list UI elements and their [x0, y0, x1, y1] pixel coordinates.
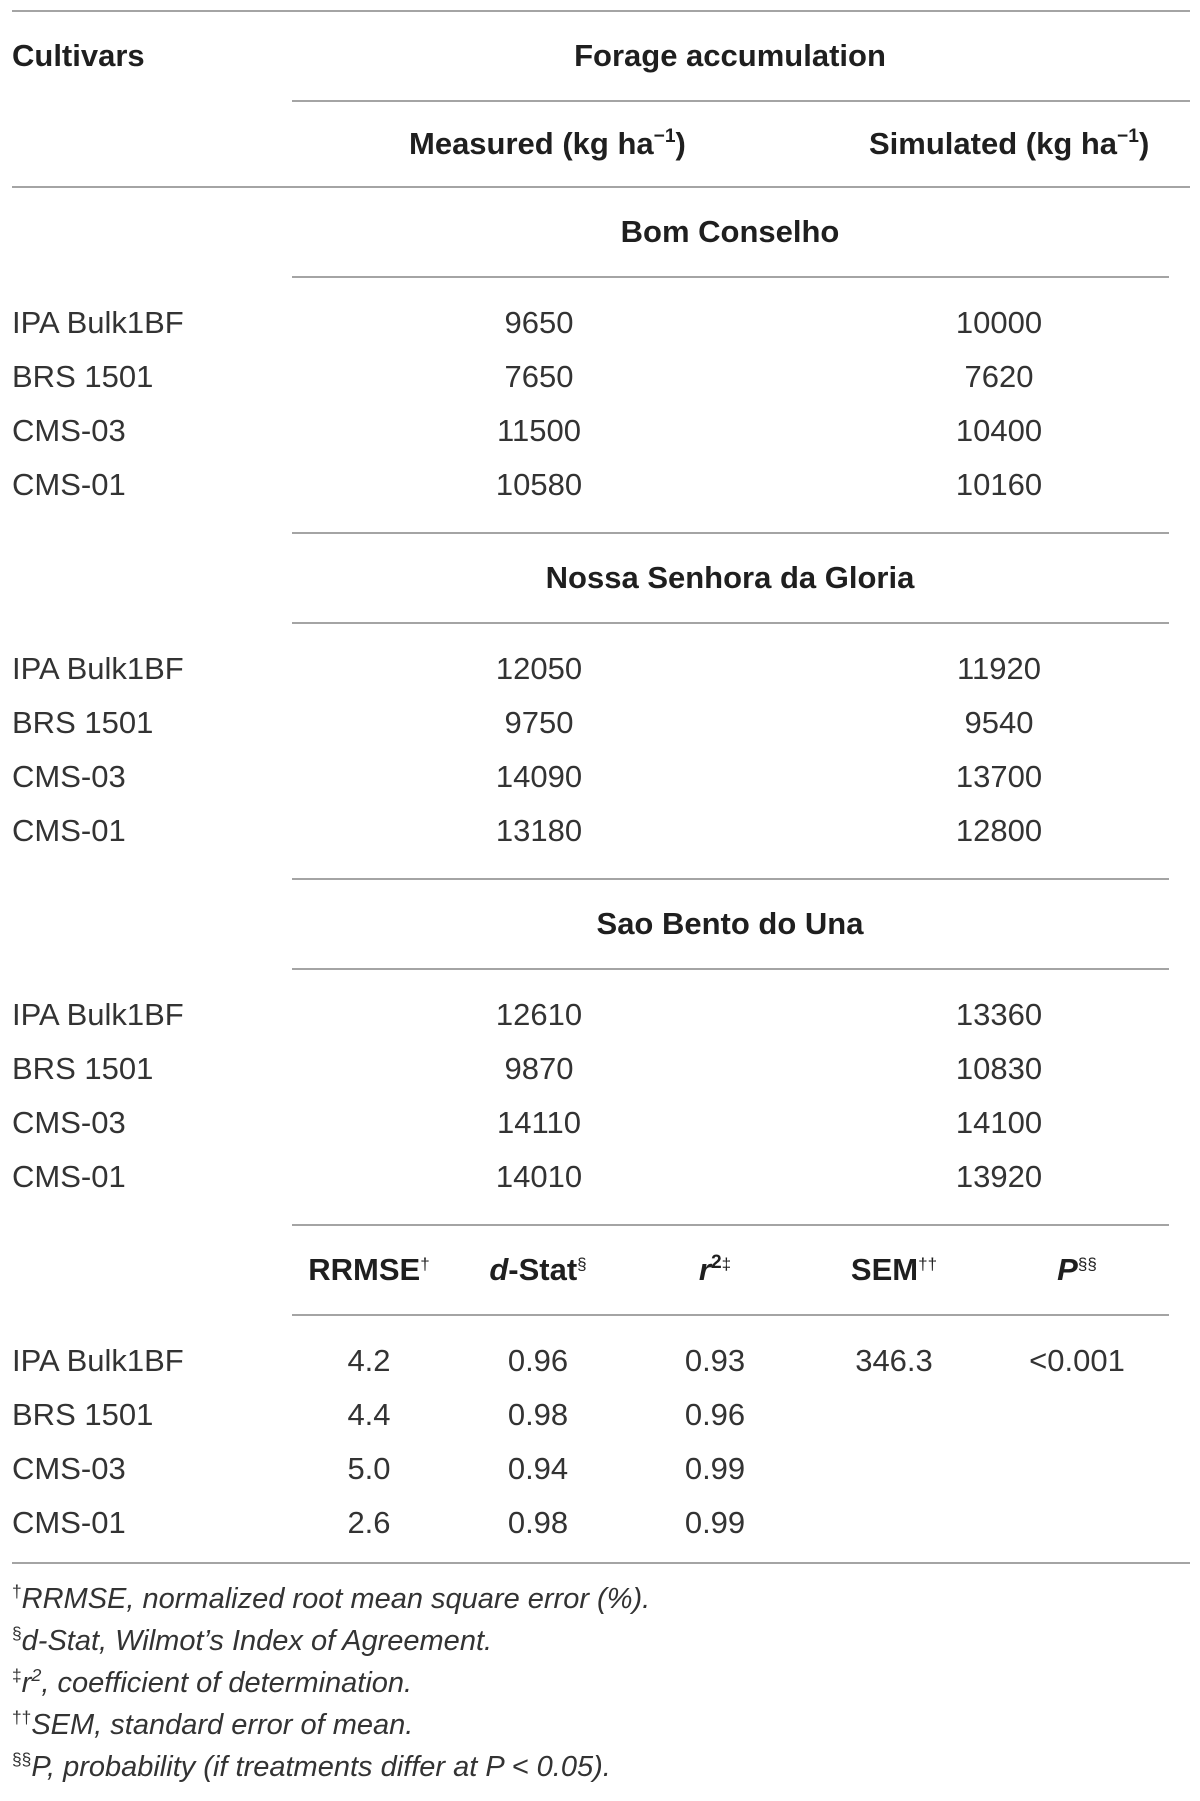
table-row [0, 750, 1200, 804]
sem-footnote-mark: †† [918, 1254, 938, 1274]
stats-row [0, 1388, 1200, 1442]
location-header-row [0, 188, 1200, 276]
location-section [0, 880, 1200, 1226]
location-name: Bom Conselho [620, 214, 840, 249]
cultivar-cell: CMS-01 [12, 1159, 126, 1194]
table-row [0, 458, 1200, 512]
location-name: Sao Bento do Una [596, 906, 864, 941]
location-rows [0, 624, 1200, 878]
r2-cell: 0.99 [684, 1451, 746, 1486]
rrmse-cell: 4.2 [347, 1343, 391, 1378]
d-stat-cell: 0.96 [507, 1343, 569, 1378]
simulated-cell: 10160 [955, 467, 1043, 502]
location-header-row [0, 880, 1200, 968]
table-row [0, 642, 1200, 696]
cultivar-cell: BRS 1501 [12, 359, 154, 394]
footnote-mark: †† [12, 1707, 32, 1728]
stats-row [0, 1442, 1200, 1496]
measured-cell: 13180 [495, 813, 583, 848]
cultivar-cell: CMS-03 [12, 1451, 126, 1486]
simulated-cell: 12800 [955, 813, 1043, 848]
stats-row [0, 1496, 1200, 1550]
measured-cell: 9650 [504, 305, 574, 340]
measured-cell: 12610 [495, 997, 583, 1032]
sem-cell: 346.3 [855, 1343, 933, 1378]
simulated-cell: 10400 [955, 413, 1043, 448]
units-header-row [0, 102, 1200, 186]
measured-label-tail: ) [675, 126, 686, 161]
cultivar-cell: CMS-01 [12, 1505, 126, 1540]
cultivar-cell: CMS-01 [12, 813, 126, 848]
cultivar-cell: BRS 1501 [12, 1397, 154, 1432]
cultivar-cell: IPA Bulk1BF [12, 305, 184, 340]
table-row [0, 1150, 1200, 1204]
table-header-row [0, 12, 1200, 100]
sem-label: SEM [850, 1252, 919, 1287]
d-stat-column-header [458, 1226, 618, 1314]
measured-cell: 9870 [504, 1051, 574, 1086]
p-footnote-mark: §§ [1077, 1254, 1097, 1274]
r2-cell: 0.99 [684, 1505, 746, 1540]
rrmse-cell: 4.4 [347, 1397, 391, 1432]
forage-accumulation-header: Forage accumulation [574, 38, 886, 73]
footnotes [0, 1564, 1200, 1788]
d-stat-label: -Stat [508, 1252, 578, 1287]
cultivar-cell: CMS-03 [12, 413, 126, 448]
measured-cell: 12050 [495, 651, 583, 686]
footnote-p [12, 1746, 1200, 1788]
d-stat-italic: d [489, 1252, 509, 1287]
footnote-sem [12, 1704, 1200, 1746]
measured-cell: 7650 [504, 359, 574, 394]
location-rows [0, 970, 1200, 1224]
cultivar-cell: IPA Bulk1BF [12, 997, 184, 1032]
footnote-rrmse [12, 1578, 1200, 1620]
measured-cell: 10580 [495, 467, 583, 502]
simulated-cell: 10000 [955, 305, 1043, 340]
table-row [0, 296, 1200, 350]
r2-footnote-mark: ‡ [721, 1254, 732, 1274]
footnote-text: RRMSE, normalized root mean square error (%). [21, 1583, 651, 1615]
table-row [0, 696, 1200, 750]
simulated-cell: 14100 [955, 1105, 1043, 1140]
simulated-column-header [869, 102, 1150, 186]
r2-column-header [635, 1226, 795, 1314]
measured-cell: 14010 [495, 1159, 583, 1194]
footnote-mark: † [12, 1581, 22, 1602]
cultivar-cell: BRS 1501 [12, 705, 154, 740]
p-column-header [997, 1226, 1157, 1314]
footnote-d-stat [12, 1620, 1200, 1662]
simulated-label-tail: ) [1138, 126, 1150, 161]
d-stat-cell: 0.98 [507, 1505, 569, 1540]
footnote-exponent: 2 [31, 1664, 42, 1685]
table-row [0, 404, 1200, 458]
simulated-unit-exponent: −1 [1117, 126, 1139, 148]
footnote-text: SEM, standard error of mean. [31, 1709, 414, 1741]
cultivars-column-header: Cultivars [12, 38, 145, 73]
table-row [0, 350, 1200, 404]
cultivar-cell: CMS-03 [12, 1105, 126, 1140]
cultivar-cell: IPA Bulk1BF [12, 651, 184, 686]
rrmse-cell: 5.0 [347, 1451, 391, 1486]
measured-cell: 9750 [504, 705, 574, 740]
rrmse-label: RRMSE [308, 1252, 421, 1287]
measured-column-header [409, 102, 686, 186]
table-row [0, 1096, 1200, 1150]
location-section [0, 188, 1200, 534]
footnote-text: r [21, 1667, 32, 1699]
simulated-cell: 7620 [964, 359, 1034, 394]
p-value-cell: <0.001 [1029, 1343, 1125, 1378]
footnote-r2 [12, 1662, 1200, 1704]
stats-header-row [0, 1226, 1200, 1314]
location-sections [0, 188, 1200, 1226]
table-row [0, 1042, 1200, 1096]
sem-column-header [814, 1226, 974, 1314]
cultivar-cell: CMS-01 [12, 467, 126, 502]
rrmse-cell: 2.6 [347, 1505, 391, 1540]
table-row [0, 804, 1200, 858]
d-stat-cell: 0.94 [507, 1451, 569, 1486]
r2-italic: r [698, 1252, 711, 1287]
location-section [0, 534, 1200, 880]
table-row [0, 988, 1200, 1042]
r2-cell: 0.96 [684, 1397, 746, 1432]
stats-body [0, 1316, 1200, 1562]
measured-unit-exponent: −1 [653, 126, 676, 148]
cultivar-cell: BRS 1501 [12, 1051, 154, 1086]
d-stat-footnote-mark: § [577, 1254, 587, 1274]
simulated-cell: 11920 [957, 651, 1041, 686]
rrmse-column-header [289, 1226, 449, 1314]
cultivar-cell: IPA Bulk1BF [12, 1343, 184, 1378]
footnote-mark: ‡ [12, 1665, 22, 1686]
measured-cell: 11500 [497, 413, 581, 448]
r2-exponent: 2 [710, 1252, 722, 1274]
stats-row [0, 1334, 1200, 1388]
location-header-row [0, 534, 1200, 622]
measured-cell: 14090 [495, 759, 583, 794]
footnote-text: d-Stat, Wilmot’s Index of Agreement. [21, 1625, 493, 1657]
cultivar-cell: CMS-03 [12, 759, 126, 794]
d-stat-cell: 0.98 [507, 1397, 569, 1432]
measured-cell: 14110 [497, 1105, 581, 1140]
simulated-cell: 13360 [955, 997, 1043, 1032]
location-rows [0, 278, 1200, 532]
simulated-cell: 9540 [964, 705, 1034, 740]
r2-cell: 0.93 [684, 1343, 746, 1378]
rrmse-footnote-mark: † [420, 1254, 430, 1274]
simulated-label: Simulated (kg ha [869, 126, 1118, 161]
simulated-cell: 13920 [955, 1159, 1043, 1194]
footnote-mark: § [12, 1623, 22, 1644]
footnote-mark: §§ [12, 1749, 32, 1770]
location-name: Nossa Senhora da Gloria [545, 560, 915, 595]
p-italic: P [1057, 1252, 1078, 1287]
footnote-text: P, probability (if treatments differ at P < 0.05). [31, 1751, 611, 1783]
simulated-cell: 13700 [955, 759, 1043, 794]
measured-label: Measured (kg ha [409, 126, 654, 161]
footnote-text-tail: , coefficient of determination. [41, 1667, 413, 1699]
simulated-cell: 10830 [955, 1051, 1043, 1086]
